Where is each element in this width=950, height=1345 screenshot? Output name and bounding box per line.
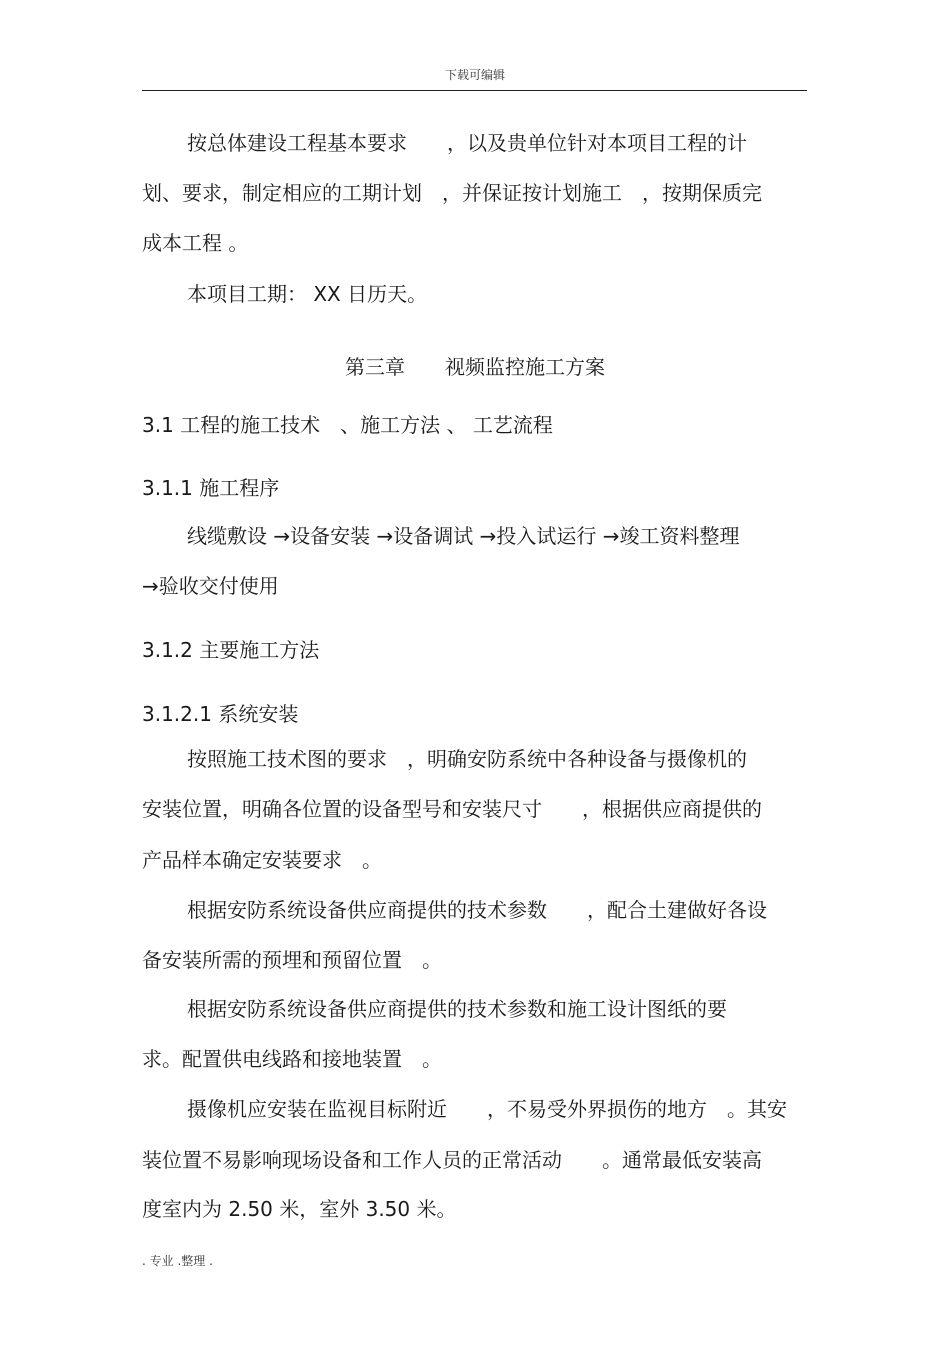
page-footer: . 专业 .整理 . — [142, 1254, 213, 1268]
paragraph-line: 摄像机应安装在监视目标附近 ，不易受外界损伤的地方 。其安 — [187, 1097, 787, 1121]
paragraph-line: 根据安防系统设备供应商提供的技术参数和施工设计图纸的要 — [187, 997, 727, 1021]
paragraph-line: 求。配置供电线路和接地装置 。 — [142, 1047, 442, 1071]
paragraph-line: 备安装所需的预埋和预留位置 。 — [142, 948, 442, 972]
paragraph-line: 根据安防系统设备供应商提供的技术参数 ，配合土建做好各设 — [187, 898, 767, 922]
paragraph-line: 本项目工期： XX 日历天。 — [187, 282, 428, 306]
header-divider — [142, 90, 807, 91]
paragraph-line: 安装位置，明确各位置的设备型号和安装尺寸 ，根据供应商提供的 — [142, 797, 762, 821]
section-heading: 3.1.1 施工程序 — [142, 476, 280, 500]
paragraph-line: 成本工程 。 — [142, 231, 249, 255]
paragraph-line: 线缆敷设 →设备安装 →设备调试 →投入试运行 →竣工资料整理 — [187, 524, 740, 548]
section-heading: 3.1.2 主要施工方法 — [142, 638, 320, 662]
paragraph-line: 度室内为 2.50 米，室外 3.50 米。 — [142, 1197, 457, 1221]
paragraph-line: 按总体建设工程基本要求 ，以及贵单位针对本项目工程的计 — [187, 131, 747, 155]
paragraph-line: 按照施工技术图的要求 ，明确安防系统中各种设备与摄像机的 — [187, 747, 747, 771]
paragraph-line: 装位置不易影响现场设备和工作人员的正常活动 。通常最低安装高 — [142, 1148, 762, 1172]
paragraph-line: →验收交付使用 — [142, 574, 279, 598]
paragraph-line: 产品样本确定安装要求 。 — [142, 848, 382, 872]
paragraph-line: 划、要求，制定相应的工期计划 ，并保证按计划施工 ，按期保质完 — [142, 181, 762, 205]
section-heading: 3.1 工程的施工技术 、施工方法 、 工艺流程 — [142, 413, 553, 437]
chapter-title: 第三章 视频监控施工方案 — [345, 355, 605, 379]
page-header: 下载可编辑 — [444, 68, 505, 82]
section-heading: 3.1.2.1 系统安装 — [142, 702, 299, 726]
